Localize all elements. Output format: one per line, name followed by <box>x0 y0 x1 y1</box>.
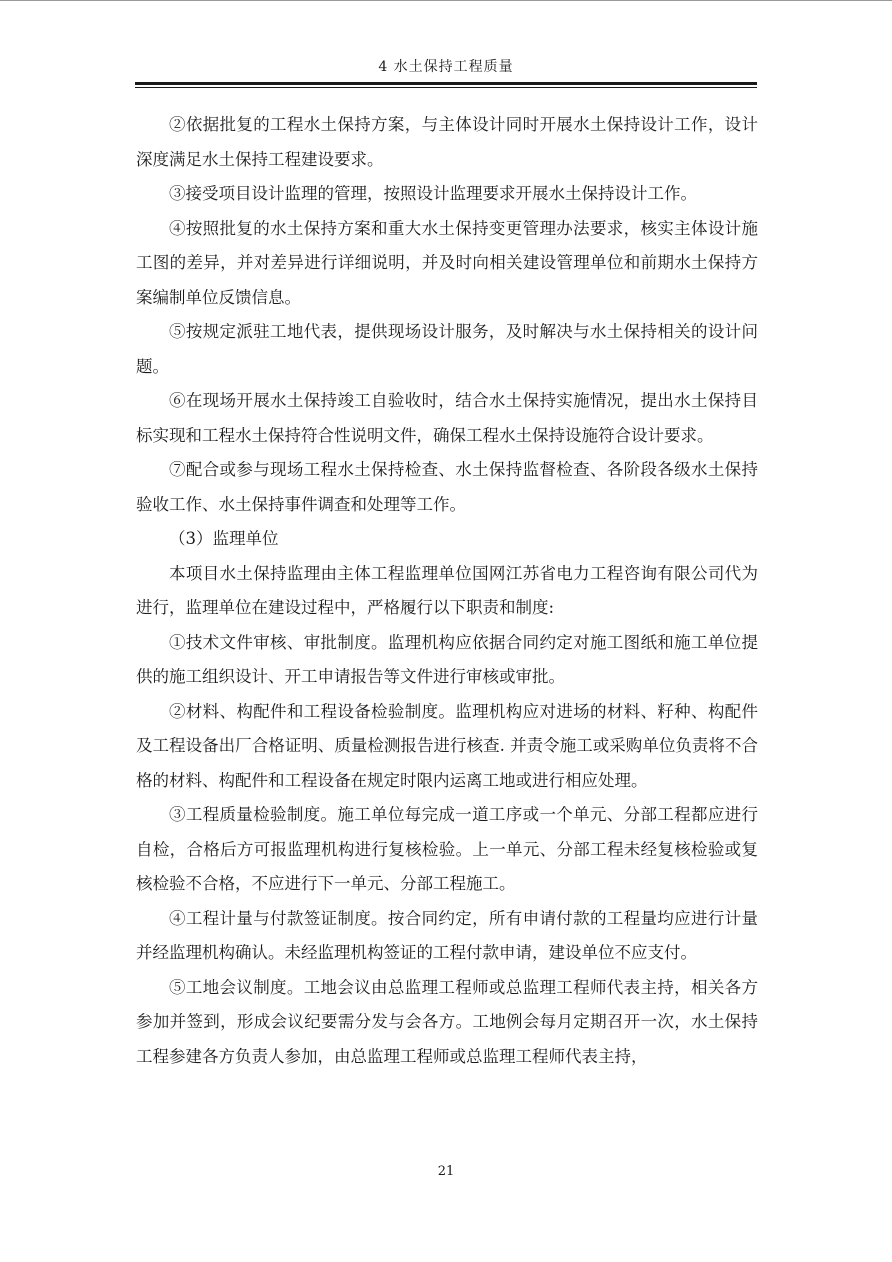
paragraph: ④工程计量与付款签证制度。按合同约定，所有申请付款的工程量均应进行计量并经监理机构确认。未经监理机构签证的工程付款申请，建设单位不应支付。 <box>136 908 758 962</box>
paragraph: ②材料、构配件和工程设备检验制度。监理机构应对进场的材料、籽种、构配件及工程设备出厂合格证明、质量检测报告进行核查. 并责令施工或采购单位负责将不合格的材料、构配件和工程设备在规定时限内运离工地或进行相应处理。 <box>136 701 758 790</box>
paragraph: ③接受项目设计监理的管理，按照设计监理要求开展水土保持设计工作。 <box>169 184 697 203</box>
paragraph: ①技术文件审核、审批制度。监理机构应依据合同约定对施工图纸和施工单位提供的施工组织设计、开工申请报告等文件进行审核或审批。 <box>136 632 758 686</box>
paragraph: ④按照批复的水土保持方案和重大水土保持变更管理办法要求，核实主体设计施工图的差异，并对差异进行详细说明，并及时向相关建设管理单位和前期水土保持方案编制单位反馈信息。 <box>136 218 758 307</box>
paragraph: 本项目水土保持监理由主体工程监理单位国网江苏省电力工程咨询有限公司代为进行，监理单位在建设过程中，严格履行以下职责和制度: <box>136 563 758 617</box>
page-top-border <box>0 0 892 1</box>
header-rule-thin <box>135 87 757 88</box>
running-header <box>135 58 757 88</box>
paragraph: ⑥在现场开展水土保持竣工自验收时，结合水土保持实施情况，提出水土保持目标实现和工程水土保持符合性说明文件，确保工程水土保持设施符合设计要求。 <box>136 391 758 445</box>
paragraph: ⑤工地会议制度。工地会议由总监理工程师或总监理工程师代表主持，相关各方参加并签到，形成会议纪要需分发与会各方。工地例会每月定期召开一次，水土保持工程参建各方负责人参加，由总监理工程师或总监理工程师代表主持， <box>136 977 758 1066</box>
header-title: 4 水土保持工程质量 <box>378 59 514 75</box>
paragraph: ②依据批复的工程水土保持方案，与主体设计同时开展水土保持设计工作，设计深度满足水土保持工程建设要求。 <box>136 115 758 169</box>
section-subheading: （3）监理单位 <box>169 529 279 548</box>
paragraph: ⑦配合或参与现场工程水土保持检查、水土保持监督检查、各阶段各级水土保持验收工作、水土保持事件调查和处理等工作。 <box>136 460 758 514</box>
body-text <box>136 108 758 1074</box>
paragraph: ③工程质量检验制度。施工单位每完成一道工序或一个单元、分部工程都应进行自检，合格后方可报监理机构进行复核检验。上一单元、分部工程未经复核检验或复核检验不合格，不应进行下一单元、分部工程施工。 <box>136 805 758 893</box>
page-number: 21 <box>437 1164 455 1179</box>
paragraph: ⑤按规定派驻工地代表，提供现场设计服务，及时解决与水土保持相关的设计问题。 <box>136 322 758 376</box>
